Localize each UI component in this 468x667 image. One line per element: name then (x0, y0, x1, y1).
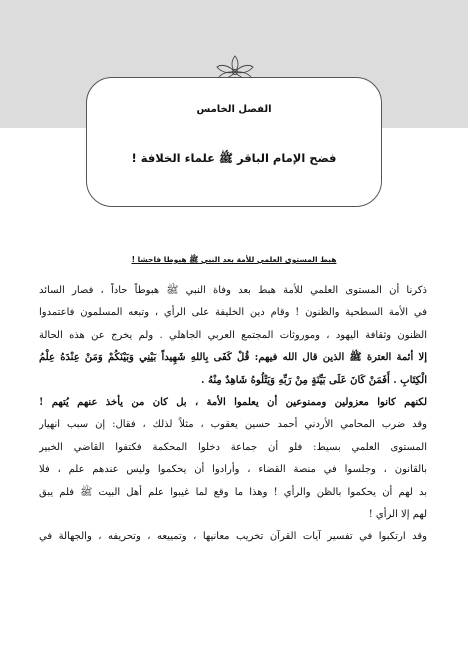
body-line: بالقانون ، وجلسوا في منصة القضاء ، وأرادوا أن يحكموا وليس عندهم علم ، فلا (39, 464, 427, 476)
body-line: الْكِتَابِ . أَفَمَنْ كَانَ عَلَى بَيِّنَةٍ مِنْ رَبِّهِ وَيَتْلُوهُ شَاهِدٌ مِنْهُ . (201, 374, 427, 386)
body-line: وقد ضرب المحامي الأردني أحمد حسين يعقوب ، مثلاً لذلك ، فقال: إن سبب انهيار (39, 419, 427, 431)
chapter-box (86, 77, 382, 207)
section-heading: هبط المستوى العلمي للأمة بعد النبي ﷺ هبوطا فاحشا ! (131, 255, 337, 264)
body-line: ذكرنا أن المستوى العلمي للأمة هبط بعد وفاة النبي ﷺ هبوطاً حاداً ، فصار السائد (39, 285, 427, 296)
body-line: الظنون وثقافة اليهود ، وموروثات المجتمع العربي الجاهلي . ولم يخرج عن هذه الحالة (39, 329, 427, 341)
body-line: في الأمة السطحية والظنون ! وقام دين الخليفة على الرأي ، وتبعه المسلمون فاعتمدوا (39, 307, 427, 319)
body-line: إلا أئمة العترة ﷺ الذين قال الله فيهم: قُلْ كَفَى بِاللهِ شَهِيداً بَيْنِي وَبَيْنَكُمْ وَمَنْ عِنْدَهُ عِلْمُ (39, 352, 427, 364)
chapter-title: فضح الإمام الباقر ﷺ علماء الخلافة ! (131, 151, 337, 165)
body-line: لكنهم كانوا معزولين وممنوعين أن يعلموا الأمة ، بل كان من يأخذ عنهم يُتهم ! (39, 396, 427, 408)
body-line: لهم إلا الرأي ! (368, 508, 427, 520)
body-text (39, 280, 427, 549)
body-line: بد لهم أن يحكموا بالظن والرأي ! وهذا ما وقع لما غيبوا علم أهل البيت ﷺ فلم يبق (39, 486, 427, 498)
body-line: المستوى العلمي بسيط: فلو أن جماعة دخلوا المحكمة فكتفوا القاضي الخبير (39, 441, 427, 453)
body-line: وقد ارتكبوا في تفسير آيات القرآن تخريب معانيها ، وتمييعه ، وتحريفه ، والجهالة في (39, 531, 427, 543)
chapter-label: الفصل الخامس (196, 104, 272, 115)
